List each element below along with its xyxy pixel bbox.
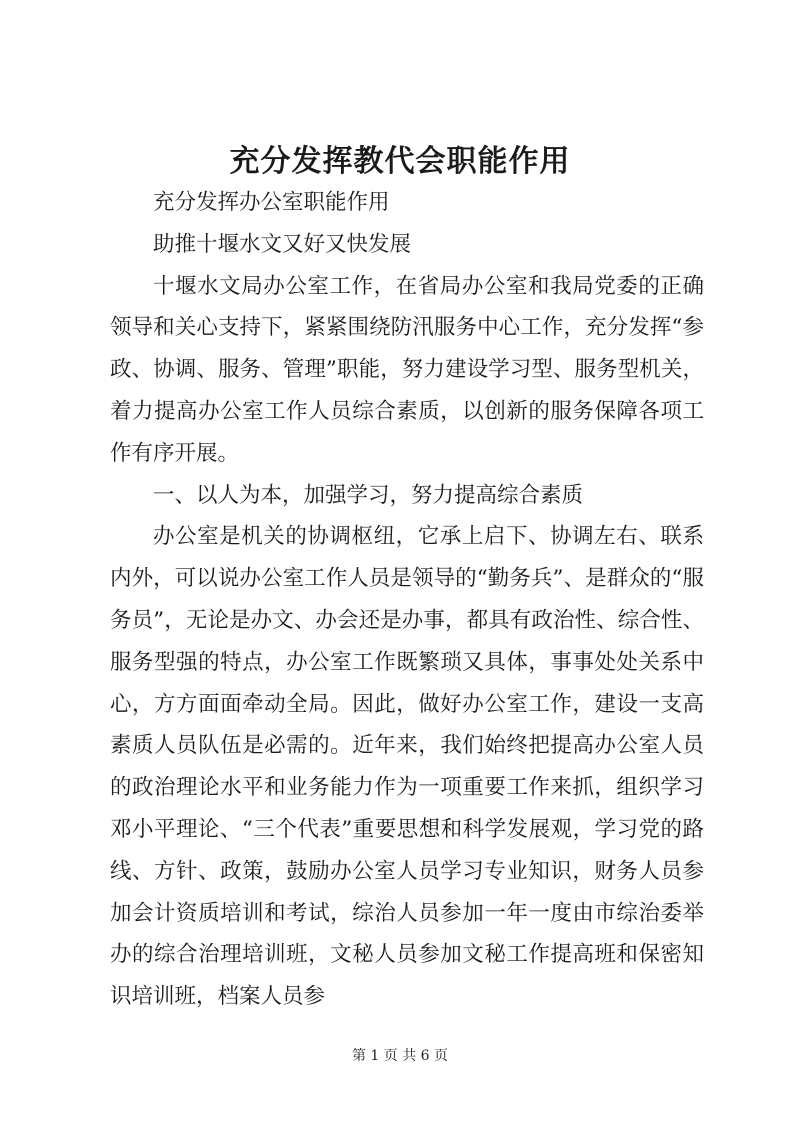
document-title: 充分发挥教代会职能作用 — [229, 144, 571, 179]
intro-paragraph: 十堰水文局办公室工作，在省局办公室和我局党委的正确领导和关心支持下，紧紧围绕防汛服务中心工作，充分发挥“参政、协调、服务、管理”职能，努力建设学习型、服务型机关，着力提高办公室工作人员综合素质，以创新的服务保障各项工作有序开展。 — [110, 273, 704, 466]
subtitle-line-2: 助推十堰水文又好又快发展 — [153, 231, 412, 257]
document-body — [110, 182, 704, 1018]
page-footer: 第 1 页 共 6 页 — [351, 1048, 449, 1064]
body-paragraph: 办公室是机关的协调枢纽，它承上启下、协调左右、联系内外，可以说办公室工作人员是领导的“勤务兵”、是群众的“服务员”，无论是办文、办会还是办事，都具有政治性、综合性、服务型强的特点，办公室工作既繁琐又具体，事事处处关系中心，方方面面牵动全局。因此，做好办公室工作，建设一支高素质人员队伍是必需的。近年来，我们始终把提高办公室人员的政治理论水平和业务能力作为一项重要工作来抓，组织学习邓小平理论、“三个代表”重要思想和科学发展观，学习党的路线、方针、政策，鼓励办公室人员学习专业知识，财务人员参加会计资质培训和考试，综治人员参加一年一度由市综治委举办的综合治理培训班，文秘人员参加文秘工作提高班和保密知识培训班，档案人员参 — [110, 524, 704, 1010]
subtitle-line-1: 充分发挥办公室职能作用 — [153, 190, 390, 215]
section-heading: 一、以人为本，加强学习，努力提高综合素质 — [153, 482, 584, 508]
